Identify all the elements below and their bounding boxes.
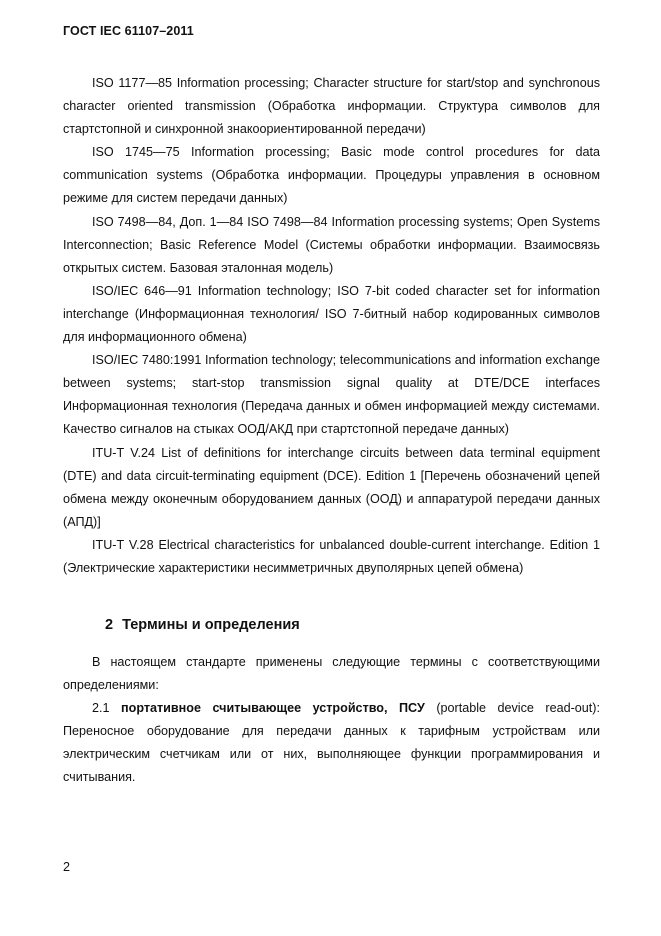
reference-item: ISO/IEC 7480:1991 Information technology; telecommunications and information exchange between systems; start-stop transmission signal quality at DTE/DCE interfaces Информационная технология (Передача данных и обмен информацией между системами. Качество сигналов на стыках ООД/АКД при стартстопной передаче данных) — [63, 353, 600, 437]
section-number: 2 — [105, 617, 114, 633]
section-title: Термины и определения — [122, 617, 300, 633]
term-definition — [63, 697, 600, 789]
term-number: 2.1 — [92, 701, 110, 716]
document-header: ГОСТ IEC 61107–2011 — [63, 24, 194, 38]
term-text: Переносное оборудование для передачи данных к тарифным устройствам или электрическим счетчикам или от них, выполняющее функции программирования и считывания. — [63, 724, 600, 785]
reference-item: ISO/IEC 646—91 Information technology; ISO 7-bit coded character set for information interchange (Информационная технология/ ISO 7-битный набор кодированных символов для информационного обмена) — [63, 283, 600, 345]
page-number: 2 — [63, 860, 71, 874]
definitions-intro: В настоящем стандарте применены следующие термины с соответствующими определениями: — [63, 655, 600, 693]
term-name: портативное считывающее устройство, ПСУ — [121, 701, 425, 716]
reference-item: ISO 7498—84, Доп. 1—84 ISO 7498—84 Information processing systems; Open Systems Interconnection; Basic Reference Model (Системы обработки информации. Взаимосвязь открытых систем. Базовая эталонная модель) — [63, 214, 600, 275]
section-heading — [105, 617, 300, 633]
reference-item: ITU-T V.24 List of definitions for interchange circuits between data terminal equipment (DTE) and data circuit-terminating equipment (DCE). Edition 1 [Перечень обозначений цепей обмена между оконечным оборудованием данных (ООД) и аппаратурой передачи данных (АПД)] — [63, 445, 600, 529]
reference-item: ISO 1745—75 Information processing; Basic mode control procedures for data communication systems (Обработка информации. Процедуры управления в основном режиме для систем передачи данных) — [63, 145, 600, 206]
definitions — [63, 651, 600, 790]
reference-item: ISO 1177—85 Information processing; Character structure for start/stop and synchronous character oriented transmission (Обработка информации. Структура символов для стартстопной и синхронной знакоориентированной передачи) — [63, 76, 600, 137]
term-english: (portable device read-out): — [436, 701, 601, 716]
normative-references — [63, 72, 600, 580]
reference-item: ITU-T V.28 Electrical characteristics for unbalanced double-current interchange. Edition 1 (Электрические характеристики несимметричных двуполярных цепей обмена) — [63, 537, 600, 575]
